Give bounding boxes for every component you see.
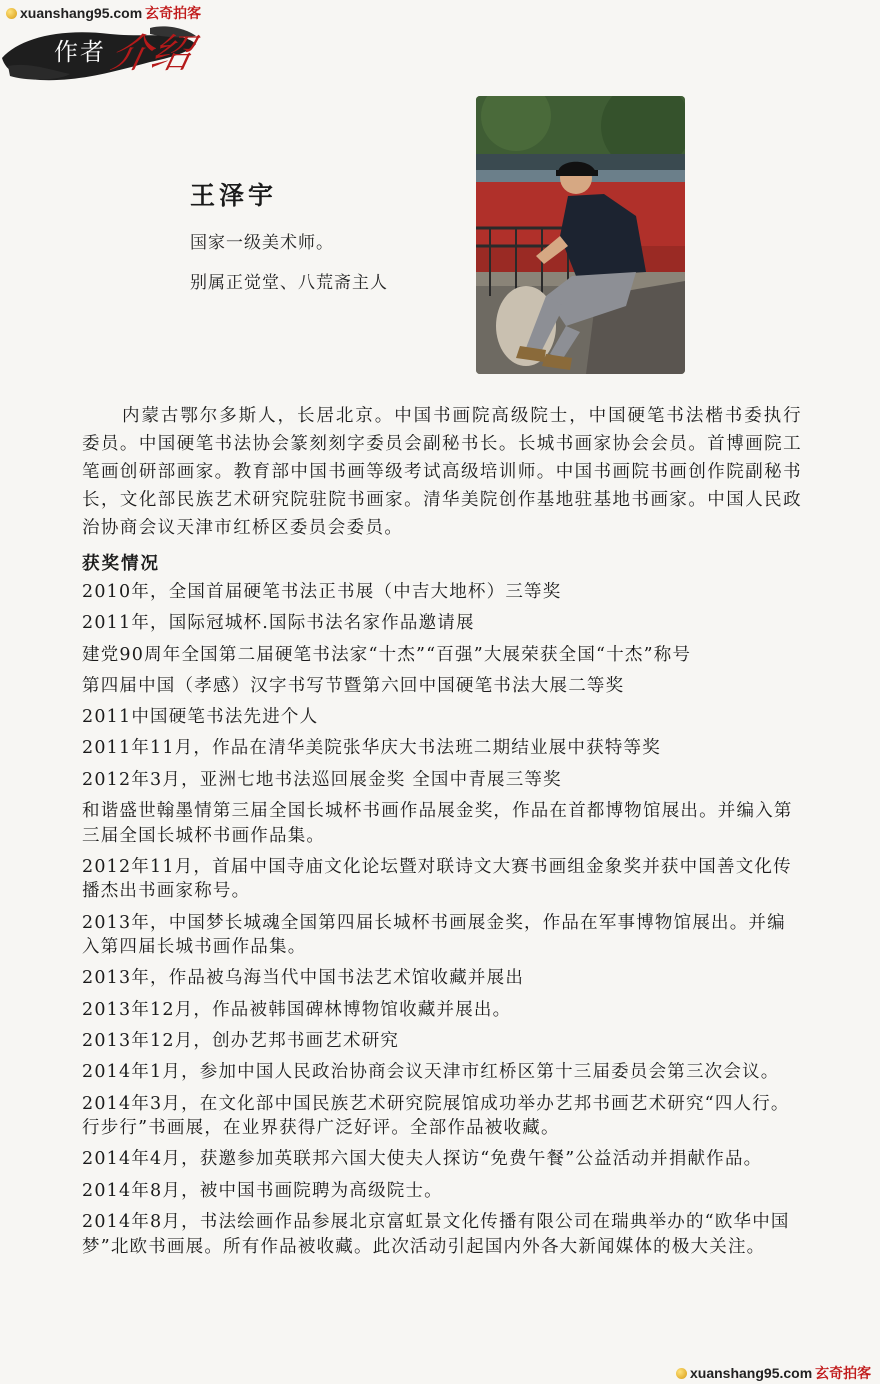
coin-icon [6, 8, 17, 19]
awards-heading: 获奖情况 [82, 554, 160, 574]
award-item: 2010年，全国首届硬笔书法正书展（中吉大地杯）三等奖 [82, 582, 562, 602]
watermark-domain: xuanshang95.com [20, 5, 143, 21]
section-header [0, 18, 200, 90]
award-item: 2013年12月，创办艺邦书画艺术研究 [82, 1031, 400, 1052]
watermark-brand: 玄奇拍客 [815, 1365, 872, 1381]
award-item: 2011年，国际冠城杯.国际书法名家作品邀请展 [82, 613, 475, 634]
award-item: 2014年8月，书法绘画作品参展北京富虹景文化传播有限公司在瑞典举办的“欧华中国梦”北欧书画展。所有作品被收藏。此次活动引起国内外各大新闻媒体的极大关注。 [82, 1212, 790, 1257]
award-item: 和谐盛世翰墨情第三届全国长城杯书画作品展金奖，作品在首都博物馆展出。并编入第三届全国长城杯书画作品集。 [82, 801, 793, 846]
award-item: 2013年，作品被乌海当代中国书法艺术馆收藏并展出 [82, 968, 525, 989]
watermark-bottom [676, 1363, 871, 1383]
header-label: 作者 [54, 38, 106, 66]
award-item: 建党90周年全国第二届硬笔书法家“十杰”“百强”大展荣获全国“十杰”称号 [82, 644, 692, 665]
header-brush-word: 介绍 [106, 31, 197, 77]
author-photo [476, 96, 685, 374]
award-item: 2013年12月，作品被韩国碑林博物馆收藏并展出。 [82, 999, 512, 1020]
award-item: 2014年4月，获邀参加英联邦六国大使夫人探访“免费午餐”公益活动并捐献作品。 [82, 1149, 763, 1170]
author-biography: 内蒙古鄂尔多斯人，长居北京。中国书画院高级院士，中国硬笔书法楷书委执行委员。中国硬笔书法协会篆刻刻字委员会副秘书长。长城书画家协会会员。首博画院工笔画创研部画家。教育部中国书画等级考试高级培训师。中国书画院书画创作院副秘书长，文化部民族艺术研究院驻院书画家。清华美院创作基地驻基地书画家。中国人民政治协商会议天津市红桥区委员会委员。 [82, 406, 802, 538]
watermark-domain: xuanshang95.com [690, 1365, 813, 1381]
award-item: 2012年3月，亚洲七地书法巡回展金奖 全国中青展三等奖 [82, 769, 562, 790]
watermark-brand: 玄奇拍客 [145, 5, 202, 21]
awards-list [82, 580, 804, 1266]
award-item: 2014年8月，被中国书画院聘为高级院士。 [82, 1180, 443, 1201]
award-item: 2011年11月，作品在清华美院张华庆大书法班二期结业展中获特等奖 [82, 738, 661, 759]
award-item: 2013年，中国梦长城魂全国第四届长城杯书画展金奖，作品在军事博物馆展出。并编入第四届长城书画作品集。 [82, 912, 786, 958]
award-item: 2011中国硬笔书法先进个人 [82, 707, 319, 728]
coin-icon [676, 1368, 687, 1379]
author-title-1: 国家一级美术师。 [190, 233, 334, 253]
award-item: 2012年11月，首届中国寺庙文化论坛暨对联诗文大赛书画组金象奖并获中国善文化传播杰出书画家称号。 [82, 856, 792, 902]
award-item: 2014年3月，在文化部中国民族艺术研究院展馆成功举办艺邦书画艺术研究“四人行。行步行”书画展，在业界获得广泛好评。全部作品被收藏。 [82, 1093, 790, 1139]
author-title-2: 别属正觉堂、八荒斋主人 [190, 273, 388, 293]
author-name: 王泽宇 [190, 181, 278, 210]
award-item: 第四届中国（孝感）汉字书写节暨第六回中国硬笔书法大展二等奖 [82, 675, 625, 696]
award-item: 2014年1月，参加中国人民政治协商会议天津市红桥区第十三届委员会第三次会议。 [82, 1062, 780, 1083]
